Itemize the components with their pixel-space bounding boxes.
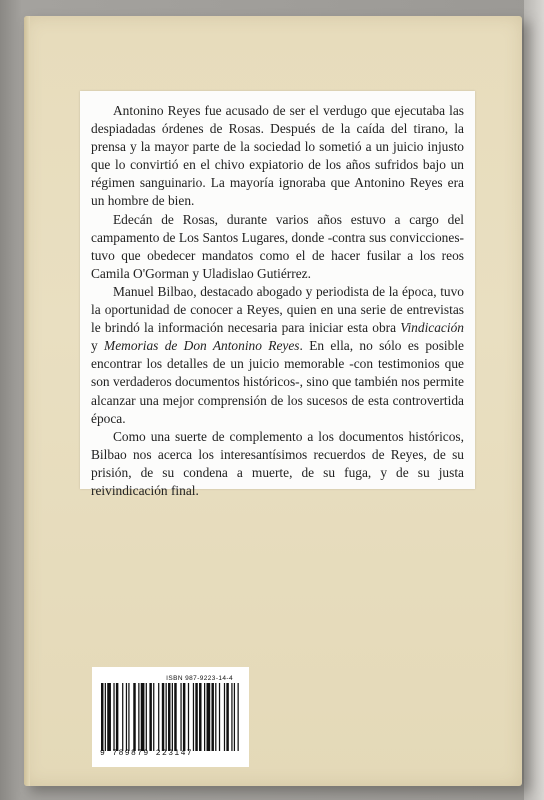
blurb-p3-rest: . En ella, no sólo es posible encontrar los detalles de un juicio memorable -con testimonios que son verdaderos documentos históricos-, sino que también nos permite alcanzar una mejor comprensión de los sucesos de esta controvertida época. xyxy=(91,338,465,426)
book-title-vindicacion: Vindicación xyxy=(400,320,464,336)
isbn-label: ISBN 987-9223-14-4 xyxy=(166,675,233,682)
blurb-panel xyxy=(80,91,475,498)
blurb-paragraph-4: Como una suerte de complemento a los documentos históricos, Bilbao nos acerca los interesantísimos recuerdos de Reyes, de su prisión, de su condena a muerte, de su fuga, y de su justa reivindicación final. xyxy=(91,428,464,498)
blurb-paragraph-2: Edecán de Rosas, durante varios años estuvo a cargo del campamento de Los Santos Lugares, donde -contra sus convicciones- tuvo que obedecer mandatos como el de hacer fusilar a los reos Camila O'Gorman y Uladislao Gutiérrez. xyxy=(91,211,464,281)
barcode-box xyxy=(92,667,249,767)
book-spine-edge xyxy=(24,16,30,786)
blurb-p3-intro: Manuel Bilbao, destacado abogado y periodista de la época, tuvo la oportunidad de conocer a Reyes, quien en una serie de entrevistas le brindó la información necesaria para iniciar esta obra xyxy=(91,283,464,336)
book-title-memorias: Memorias de Don Antonino Reyes xyxy=(104,338,300,354)
blurb-paragraph-1: Antonino Reyes fue acusado de ser el verdugo que ejecutaba las despiadadas órdenes de Rosas. Después de la caída del tirano, la prensa y la mayor parte de la sociedad lo sometió a un juicio injusto que lo convirtió en el chivo expiatorio de los años sufridos bajo un régimen sanguinario. La mayoría ignoraba que Antonino Reyes era un hombre de bien. xyxy=(91,103,464,209)
barcode-icon xyxy=(100,683,241,751)
blurb-p3-conjunction: y xyxy=(91,338,105,354)
blurb-paragraph-3 xyxy=(91,283,464,428)
barcode-digits: 9 789879 223147 xyxy=(100,749,194,758)
